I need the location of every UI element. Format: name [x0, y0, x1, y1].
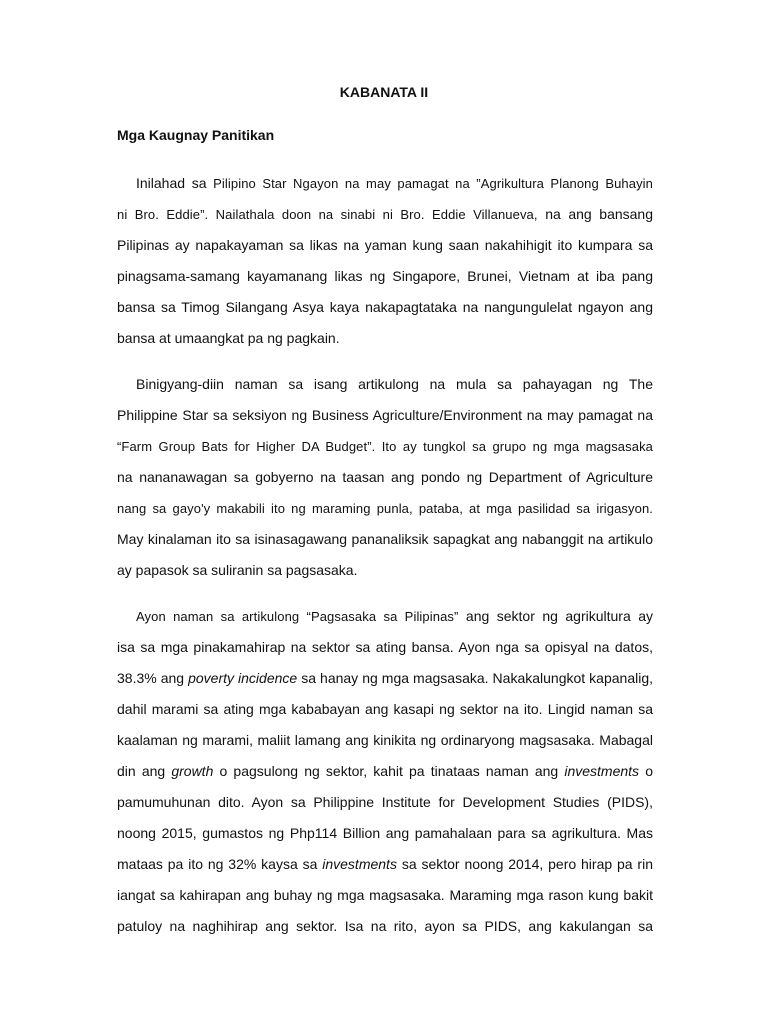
text-line: iangat sa kahirapan ang buhay ng mga magsasaka. Maraming mga rason kung bakit: [117, 887, 653, 903]
paragraph-1: [117, 168, 653, 354]
text-line: isa sa mga pinakamahirap na sektor sa ating bansa. Ayon nga sa opisyal na datos,: [117, 639, 653, 655]
text-line: pinagsama-samang kayamanang likas ng Singapore, Brunei, Vietnam at iba pang: [117, 268, 653, 284]
text-line: din ang growth o pagsulong ng sektor, kahit pa tinataas naman ang investments o: [117, 763, 653, 779]
paragraph-3: [117, 601, 653, 942]
text-line: patuloy na naghihirap ang sektor. Isa na rito, ayon sa PIDS, ang kakulangan sa: [117, 918, 653, 934]
section-title: Mga Kaugnay Panitikan: [117, 127, 275, 143]
text-line: nang sa gayo'y makabili ito ng maraming punla, pataba, at mga pasilidad sa irigasyon.: [117, 501, 653, 516]
text-line: Inilahad sa Pilipino Star Ngayon na may pamagat na ”Agrikultura Planong Buhayin: [136, 175, 653, 191]
text-line: Philippine Star sa seksiyon ng Business Agriculture/Environment na may pamagat na: [117, 407, 653, 423]
text-line: ay papasok sa suliranin sa pagsasaka.: [117, 562, 358, 578]
text-line: 38.3% ang poverty incidence sa hanay ng mga magsasaka. Nakakalungkot kapanalig,: [117, 670, 654, 686]
text-line: Pilipinas ay napakayaman sa likas na yaman kung saan nakahihigit ito kumpara sa: [117, 237, 653, 253]
text-line: May kinalaman ito sa isinasagawang pananaliksik sapagkat ang nabanggit na artikulo: [117, 531, 653, 547]
text-line: “Farm Group Bats for Higher DA Budget”. Ito ay tungkol sa grupo ng mga magsasaka: [117, 439, 653, 454]
text-line: Binigyang-diin naman sa isang artikulong na mula sa pahayagan ng The: [136, 376, 653, 392]
text-line: dahil marami sa ating mga kababayan ang kasapi ng sektor na ito. Lingid naman sa: [117, 701, 653, 717]
text-line: mataas pa ito ng 32% kaysa sa investments sa sektor noong 2014, pero hirap pa rin: [117, 856, 653, 872]
text-line: noong 2015, gumastos ng Php114 Billion ang pamahalaan para sa agrikultura. Mas: [117, 825, 653, 841]
text-line: kaalaman ng marami, maliit lamang ang kinikita ng ordinaryong magsasaka. Mabagal: [117, 732, 653, 748]
text-line: pamumuhunan dito. Ayon sa Philippine Institute for Development Studies (PIDS),: [117, 794, 653, 810]
text-line: na nananawagan sa gobyerno na taasan ang pondo ng Department of Agriculture: [117, 469, 653, 485]
chapter-title: KABANATA II: [339, 84, 429, 100]
paragraph-2: [117, 369, 653, 586]
text-line: ni Bro. Eddie”. Nailathala doon na sinabi ni Bro. Eddie Villanueva, na ang bansang: [117, 206, 653, 222]
text-line: bansa sa Timog Silangang Asya kaya nakapagtataka na nangungulelat ngayon ang: [117, 299, 653, 315]
text-line: bansa at umaangkat pa ng pagkain.: [117, 330, 340, 346]
text-line: Ayon naman sa artikulong “Pagsasaka sa Pilipinas” ang sektor ng agrikultura ay: [136, 608, 654, 624]
